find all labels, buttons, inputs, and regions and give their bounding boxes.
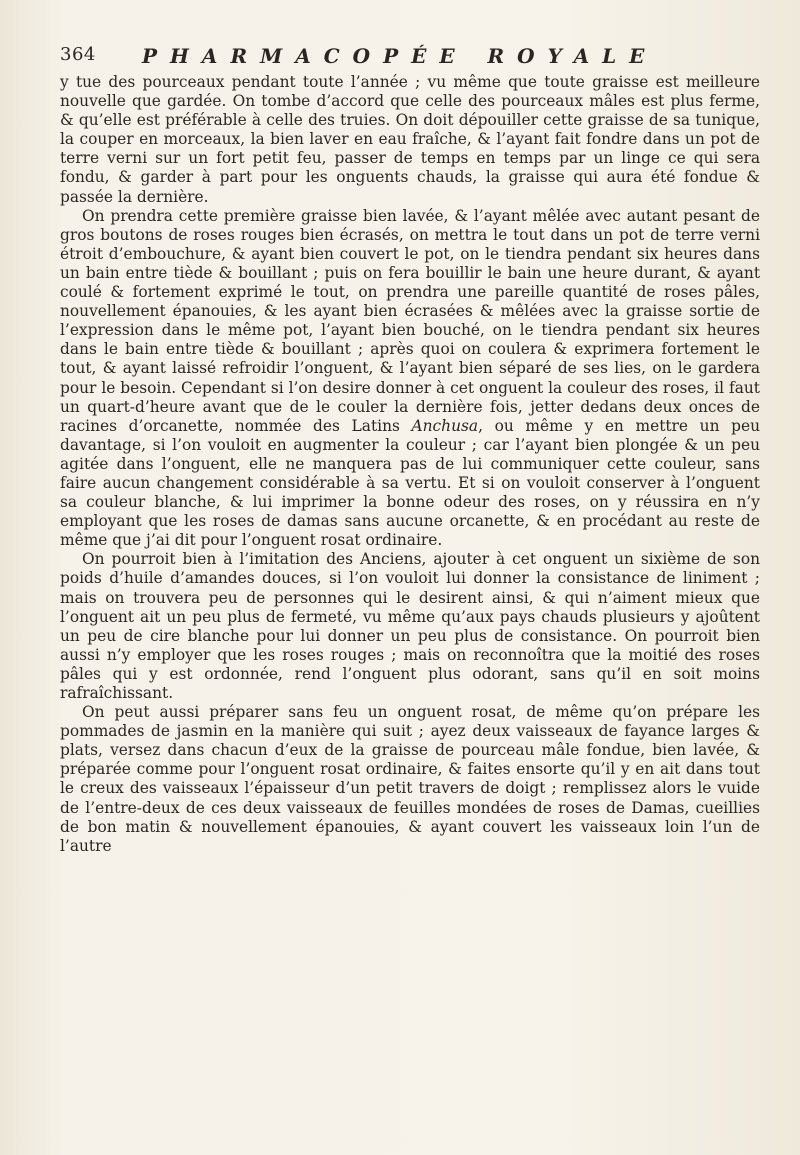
paragraph-text: On prendra cette première graisse bien lavée, & l’ayant mêlée avec autant pesant de gros boutons de roses rouges bien écrasés, on mettra le tout dans un pot de terre verni étroit d’embouchure, & ayant bien couvert le pot, on le tiendra pendant six heures dans un bain entre tiède & bouillant ; puis on fera bouillir le bain une heure durant, & ayant coulé & fortement exprimé le tout, on prendra une pareille quantité de roses pâles, nouvellement épanouies, & les ayant bien écrasées & mêlées avec la graisse sortie de l’expression dans le même pot, l’ayant bien bouché, on le tiendra pendant six heures dans le bain entre tiède & bouillant ; après quoi on coulera & exprimera fortement le tout, & ayant laissé refroidir l’onguent, & l’ayant bien séparé de ses lies, on le gardera pour le besoin. Cependant si l’on desire donner à cet onguent la couleur des roses, il faut un quart-d’heure avant que de le couler la dernière fois, jetter dedans deux onces de racines d’orcanette, nommée des Latins [60,206,760,435]
page-header [60,44,760,72]
page-number: 364 [60,44,96,65]
paragraph-text: , ou même y en mettre un peu davantage, si l’on vouloit en augmenter la couleur ; car l’ayant bien plongée & un peu agitée dans l’onguent, elle ne manquera pas de lui communiquer cette couleur, sans faire aucun changement considérable à sa vertu. Et si on vouloit conserver à l’onguent sa couleur blanche, & lui imprimer la bonne odeur des roses, on y réussira en n’y employant que les roses de damas sans aucune orcanette, & en procédant au reste de même que j’ai dit pour l’onguent rosat ordinaire. [60,416,761,550]
paragraph-continuation: y tue des pourceaux pendant toute l’année ; vu même que toute graisse est meilleure nouvelle que gardée. On tombe d’accord que celle des pourceaux mâles est plus ferme, & qu’elle est préférable à celle des truies. On doit dépouiller cette graisse de sa tunique, la couper en morceaux, la bien laver en eau fraîche, & l’ayant fait fondre dans un pot de terre verni sur un fort petit feu, passer de temps en temps par un linge ce qui sera fondu, & garder à part pour les onguents chauds, la graisse qui aura été fondue & passée la dernière. [60,73,760,206]
running-title: PHARMACOPÉE ROYALE [142,44,658,68]
paragraph-rosat-preparation [60,207,760,551]
paragraph-cold-preparation: On peut aussi préparer sans feu un onguent rosat, de même qu’on prépare les pommades de jasmin en la manière qui suit ; ayez deux vaisseaux de fayance larges & plats, versez dans chacun d’eux de la graisse de pourceau mâle fondue, bien lavée, & préparée comme pour l’onguent rosat ordinaire, & faites ensorte qu’il y en ait dans tout le creux des vaisseaux l’épaisseur d’un petit travers de doigt ; remplissez alors le vuide de l’entre-deux de ces deux vaisseaux de feuilles mondées de roses de Damas, cueillies de bon matin & nouvellement épanouies, & ayant couvert les vaisseaux loin l’un de l’autre [60,703,760,855]
paragraph-liniment: On pourroit bien à l’imitation des Anciens, ajouter à cet onguent un sixième de son poids d’huile d’amandes douces, si l’on vouloit lui donner la consistance de liniment ; mais on trouvera peu de personnes qui le desirent ainsi, & qui n’aiment mieux que l’onguent ait un peu plus de fermeté, vu même qu’aux pays chauds plusieurs y ajoûtent un peu de cire blanche pour lui donner un peu plus de consistance. On pourroit bien aussi n’y employer que les roses rouges ; mais on reconnoîtra que la moitié des roses pâles qui y est ordonnée, rend l’onguent plus odorant, sans qu’il en soit moins rafraîchissant. [60,550,760,702]
latin-term: Anchusa [411,416,479,435]
page-body [60,73,760,856]
